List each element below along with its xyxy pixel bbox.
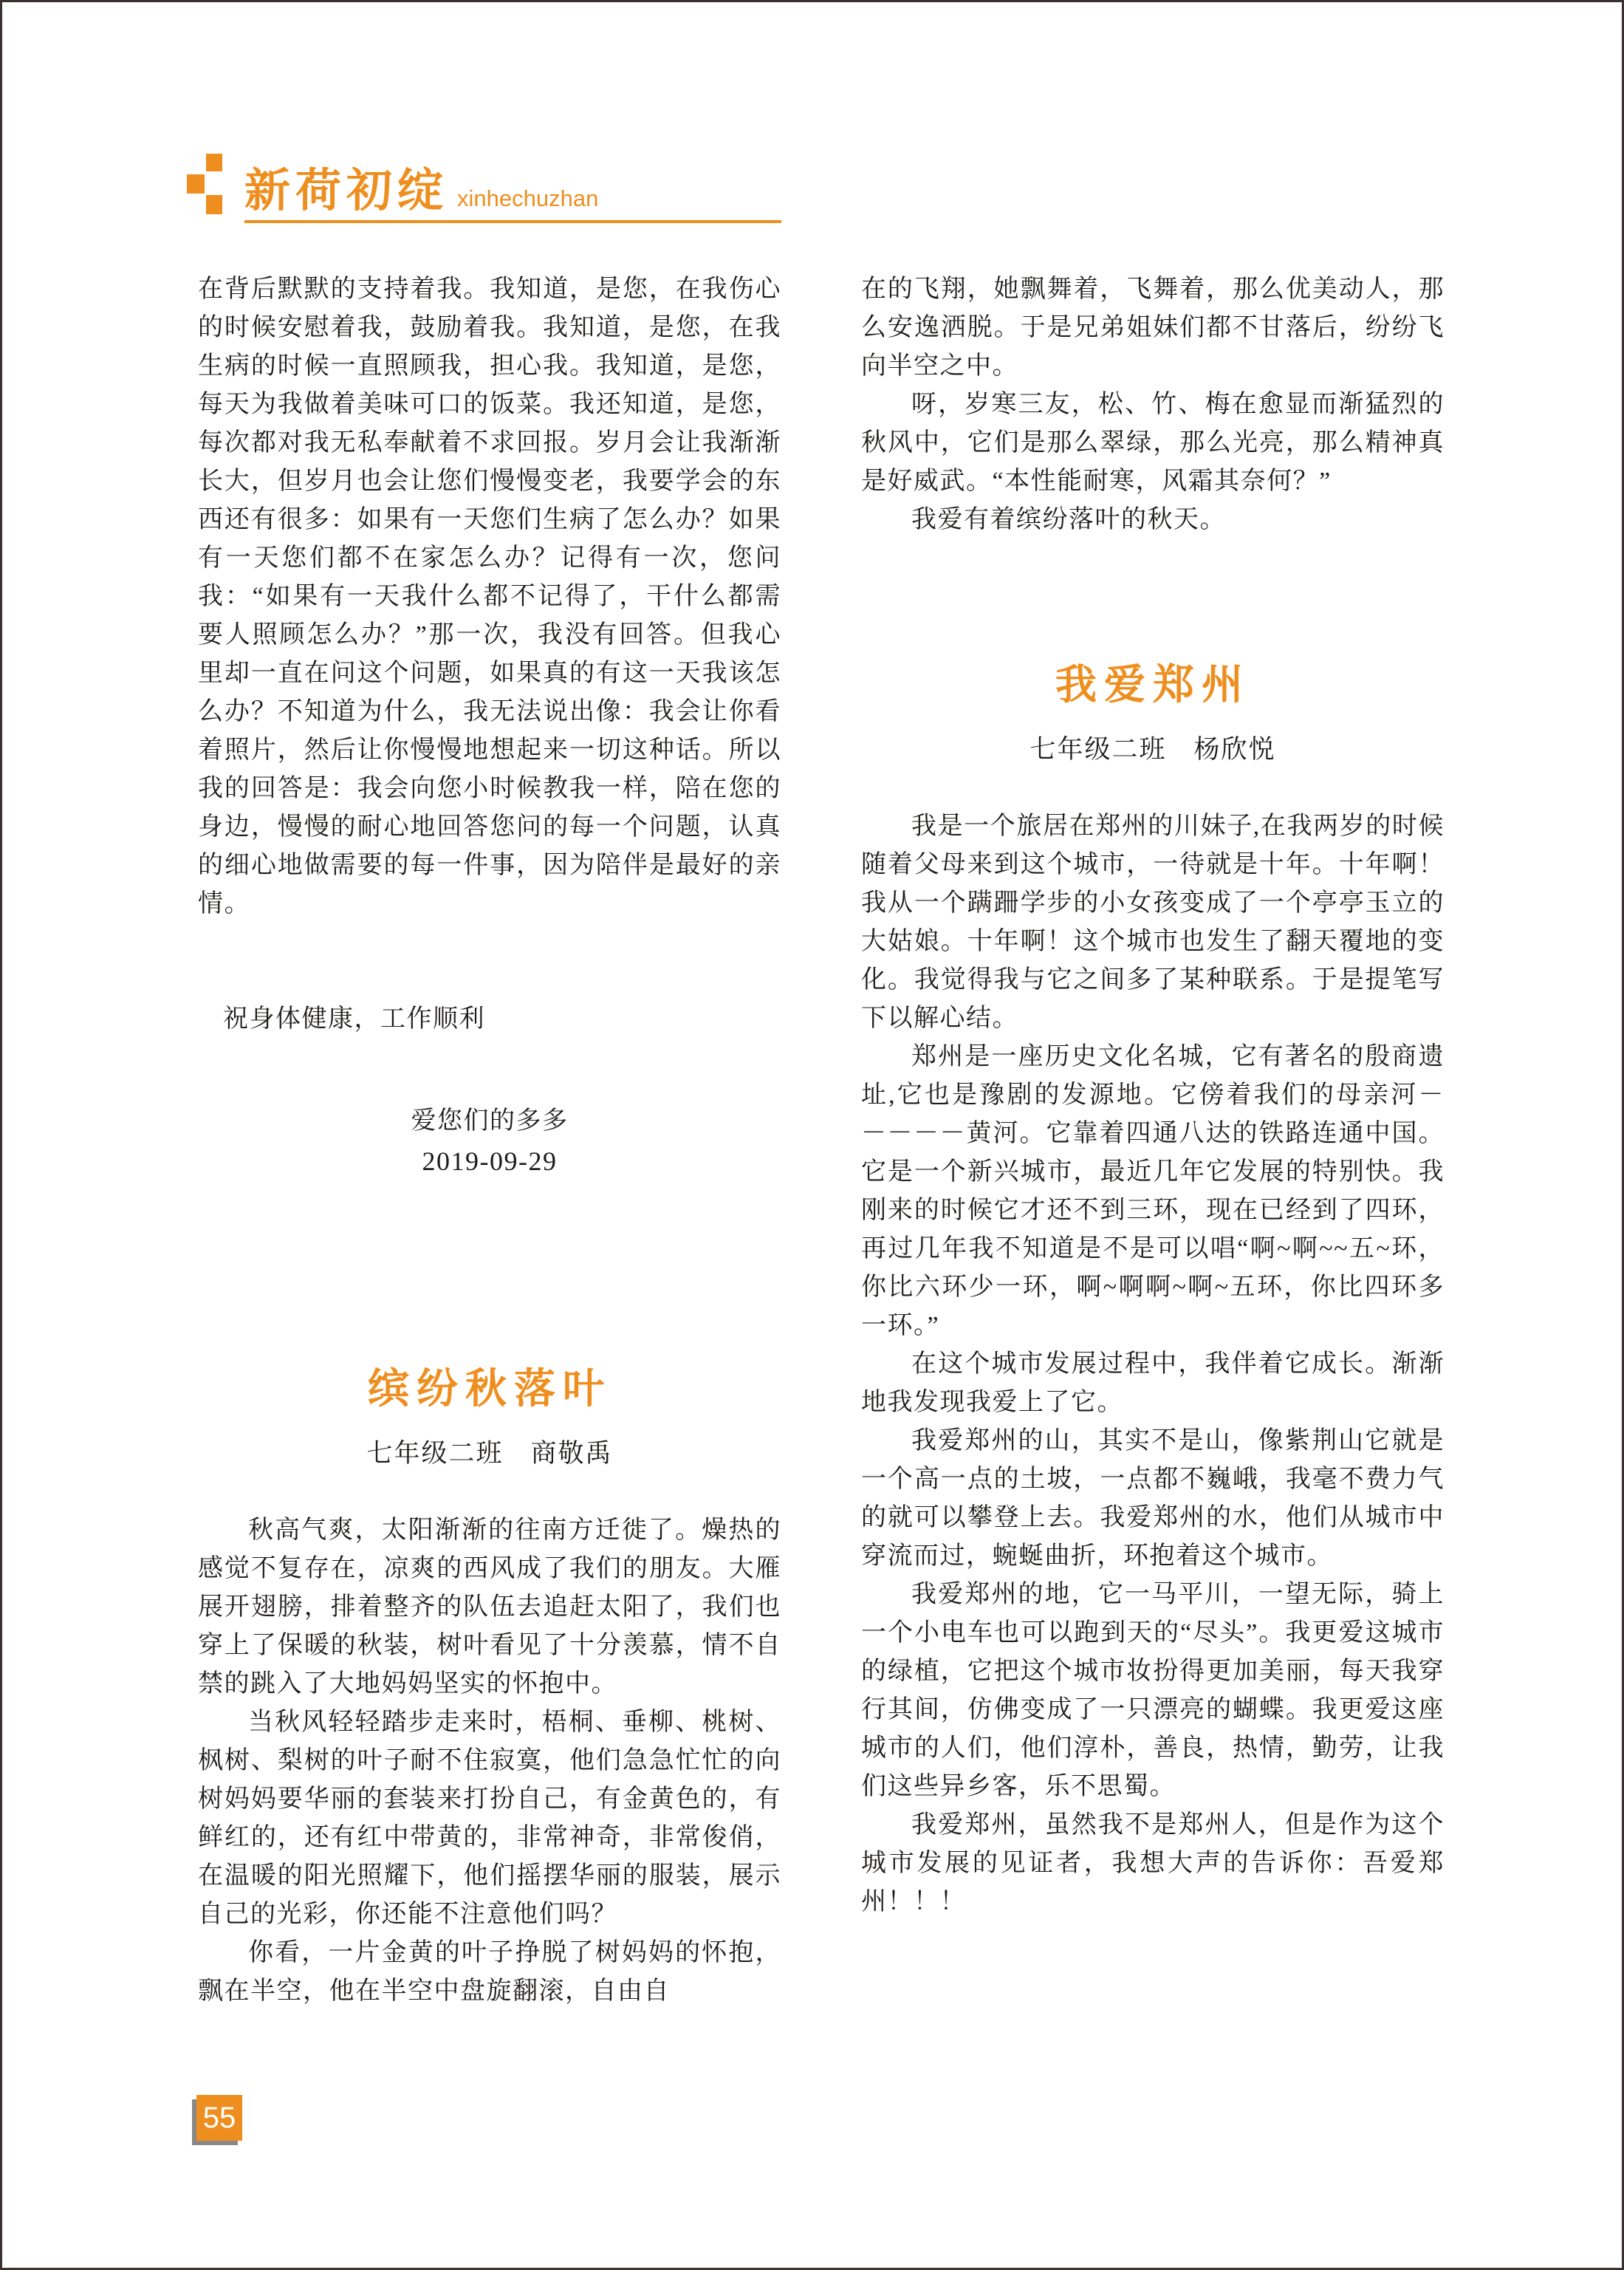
article-title-autumn-leaves: 缤纷秋落叶 xyxy=(368,1367,611,1412)
article-paragraph: 我是一个旅居在郑州的川妹子,在我两岁的时候随着父母来到这个城市，一待就是十年。十年啊！我从一个蹒跚学步的小女孩变成了一个亭亭玉立的大姑娘。十年啊！这个城市也发生了翻天覆地的变化。我觉得我与它之间多了某种联系。于是提笔写下以解心结。 xyxy=(861,813,1445,1032)
page-number-badge: 55 xyxy=(196,2095,242,2141)
article-paragraph: 当秋风轻轻踏步走来时，梧桐、垂柳、桃树、枫树、梨树的叶子耐不住寂寞，他们急急忙忙的向树妈妈要华丽的套装来打扮自己，有金黄色的，有鲜红的，还有红中带黄的，非常神奇，非常俊俏，在温暖的阳光照耀下，他们摇摆华丽的服装，展示自己的光彩，你还能不注意他们吗？ xyxy=(198,1709,781,1928)
letter-continuation-paragraph: 在背后默默的支持着我。我知道，是您，在我伤心的时候安慰着我，鼓励着我。我知道，是您，在我生病的时候一直照顾我，担心我。我知道，是您，每天为我做着美味可口的饭菜。我还知道，是您，每次都对我无私奉献着不求回报。岁月会让我渐渐长大，但岁月也会让您们慢慢变老，我要学会的东西还有很多：如果有一天您们生病了怎么办？如果有一天您们都不在家怎么办？记得有一次，您问我：“如果有一天我什么都不记得了，干什么都需要人照顾怎么办？”那一次，我没有回答。但我心里却一直在问这个问题，如果真的有这一天我该怎么办？不知道为什么，我无法说出像：我会让你看着照片，然后让你慢慢地想起来一切这种话。所以我的回答是：我会向您小时候教我一样，陪在您的身边，慢慢的耐心地回答您问的每一个问题，认真的细心地做需要的每一件事，因为陪伴是最好的亲情。 xyxy=(198,276,781,917)
logo-square-top xyxy=(206,154,222,171)
section-subtitle: xinhechuzhan xyxy=(457,185,599,211)
article-paragraph: 你看，一片金黄的叶子挣脱了树妈妈的怀抱，飘在半空，他在半空中盘旋翻滚，自由自 xyxy=(198,1939,781,2005)
article-title-zhengzhou: 我爱郑州 xyxy=(1055,663,1250,708)
checker-squares-logo-icon xyxy=(187,154,224,214)
article-paragraph: 我爱郑州的山，其实不是山，像紫荆山它就是一个高一点的土坡，一点都不巍峨，我毫不费力气的就可以攀登上去。我爱郑州的水，他们从城市中穿流而过，蜿蜒曲折，环抱着这个城市。 xyxy=(861,1427,1445,1570)
letter-signature-block xyxy=(198,1102,781,1180)
page-header xyxy=(187,154,785,223)
section-title: 新荷初绽 xyxy=(244,166,449,216)
header-underline xyxy=(244,220,781,223)
article-byline-zhengzhou: 七年级二班 杨欣悦 xyxy=(1029,735,1276,764)
logo-square-bottom xyxy=(206,195,222,214)
article-paragraph: 呀，岁寒三友，松、竹、梅在愈显而渐猛烈的秋风中，它们是那么翠绿，那么光亮，那么精神真是好威武。“本性能耐寒，风霜其奈何？” xyxy=(861,391,1445,495)
article-paragraph: 我爱郑州，虽然我不是郑州人，但是作为这个城市发展的见证者，我想大声的告诉你：吾爱郑州！！！ xyxy=(861,1811,1445,1915)
article-continuation-paragraph: 在的飞翔，她飘舞着，飞舞着，那么优美动人，那么安逸洒脱。于是兄弟姐妹们都不甘落后，纷纷飞向半空之中。 xyxy=(861,276,1445,380)
two-column-layout xyxy=(198,270,1445,2011)
letter-date: 2019-09-29 xyxy=(422,1146,558,1176)
logo-square-middle xyxy=(187,174,205,194)
article-byline-autumn-leaves: 七年级二班 商敬禹 xyxy=(366,1439,613,1468)
letter-wish-line: 祝身体健康，工作顺利 xyxy=(223,1005,485,1033)
right-column xyxy=(861,270,1445,2011)
article-paragraph: 我爱郑州的地，它一马平川，一望无际，骑上一个小电车也可以跑到天的“尽头”。我更爱这城市的绿植，它把这个城市妆扮得更加美丽，每天我穿行其间，仿佛变成了一只漂亮的蝴蝶。我更爱这座城市的人们，他们淳朴，善良，热情，勤劳，让我们这些异乡客，乐不思蜀。 xyxy=(861,1581,1445,1800)
article-paragraph: 秋高气爽，太阳渐渐的往南方迁徙了。燥热的感觉不复存在，凉爽的西风成了我们的朋友。大雁展开翅膀，排着整齐的队伍去追赶太阳了，我们也穿上了保暖的秋装，树叶看见了十分羡慕，情不自禁的跳入了大地妈妈坚实的怀抱中。 xyxy=(198,1517,781,1698)
article-paragraph: 郑州是一座历史文化名城，它有著名的殷商遗址,它也是豫剧的发源地。它傍着我们的母亲河－－－－－黄河。它靠着四通八达的铁路连通中国。它是一个新兴城市，最近几年它发展的特别快。我刚来的时候它才还不到三环，现在已经到了四环，再过几年我不知道是不是可以唱“啊~啊~~五~环，你比六环少一环，啊~啊啊~啊~五环，你比四环多一环。” xyxy=(861,1043,1445,1339)
article-paragraph: 我爱有着缤纷落叶的秋天。 xyxy=(911,506,1226,533)
section-title-group xyxy=(244,168,598,214)
article-paragraph: 在这个城市发展过程中，我伴着它成长。渐渐地我发现我爱上了它。 xyxy=(861,1350,1445,1416)
left-column xyxy=(198,270,781,2011)
letter-signature: 爱您们的多多 xyxy=(411,1107,569,1135)
